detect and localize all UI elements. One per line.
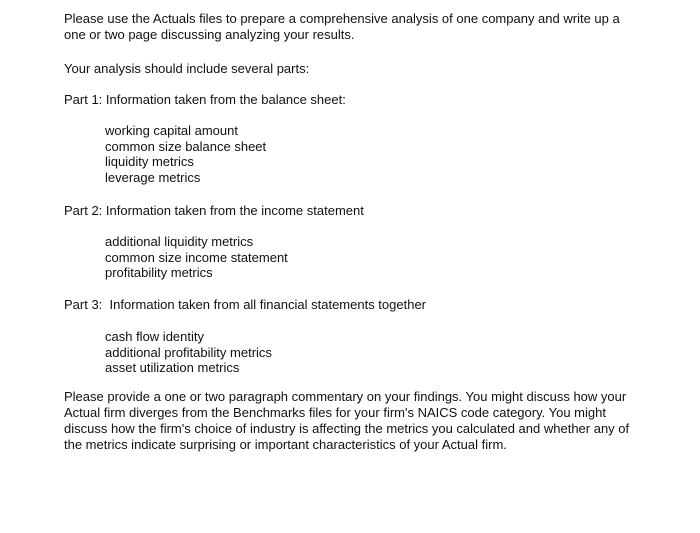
list-item: profitability metrics xyxy=(105,265,213,281)
part-3-list xyxy=(105,329,272,376)
list-item: leverage metrics xyxy=(105,170,201,186)
part-2-list xyxy=(105,234,288,281)
part-1-heading: Part 1: Information taken from the balance sheet: xyxy=(64,92,346,107)
part-3-heading: Part 3: Information taken from all financial statements together xyxy=(64,297,427,312)
list-item: working capital amount xyxy=(105,123,238,138)
list-item: cash flow identity xyxy=(105,329,204,344)
part-1-list xyxy=(105,123,266,186)
part-2-heading: Part 2: Information taken from the income statement xyxy=(64,203,364,218)
list-item: asset utilization metrics xyxy=(105,360,240,376)
closing-paragraph: Please provide a one or two paragraph commentary on your findings. You might discuss how your Actual firm diverges from the Benchmarks files for your firm's NAICS code category. You might discuss how the firm's choice of industry is affecting the metrics you calculated and whether any of the metrics indicate surprising or important characteristics of your Actual firm. xyxy=(64,389,630,452)
intro-paragraph: Please use the Actuals files to prepare a comprehensive analysis of one company and write up a one or two page discussing analyzing your results. xyxy=(64,11,620,42)
list-item: additional profitability metrics xyxy=(105,344,272,360)
list-item: additional liquidity metrics xyxy=(105,234,254,249)
list-item: liquidity metrics xyxy=(105,154,194,170)
list-item: common size income statement xyxy=(105,249,288,265)
analysis-parts-lead: Your analysis should include several parts: xyxy=(64,61,310,76)
list-item: common size balance sheet xyxy=(105,138,267,154)
